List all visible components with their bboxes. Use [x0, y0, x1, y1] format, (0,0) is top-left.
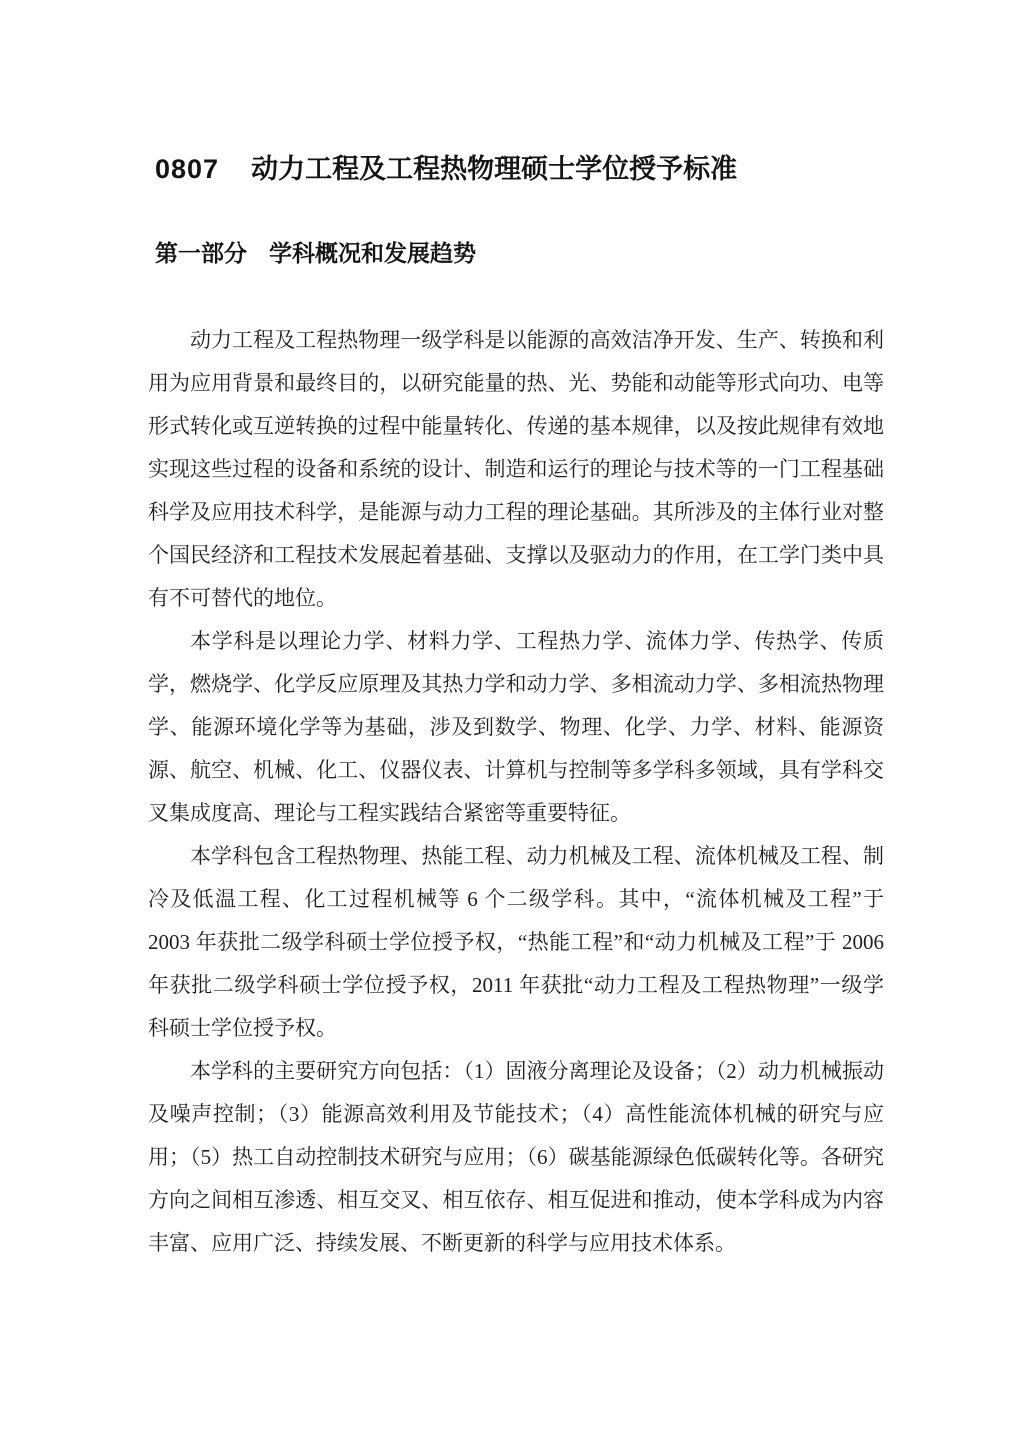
paragraph-subdisciplines-history: 本学科包含工程热物理、热能工程、动力机械及工程、流体机械及工程、制冷及低温工程、化工过程机械等 6 个二级学科。其中，“流体机械及工程”于 2003 年获批二级学科硕士学位授予权，“热能工程”和“动力机械及工程”于 2006 年获批二级学科硕士学位授予权，2011 年获批“动力工程及工程热物理”一级学科硕士学位授予权。 — [148, 844, 884, 1040]
paragraph-discipline-overview: 动力工程及工程热物理一级学科是以能源的高效洁净开发、生产、转换和利用为应用背景和最终目的，以研究能量的热、光、势能和动能等形式向功、电等形式转化或互逆转换的过程中能量转化、传递的基本规律，以及按此规律有效地实现这些过程的设备和系统的设计、制造和运行的理论与技术等的一门工程基础科学及应用技术科学，是能源与动力工程的理论基础。其所涉及的主体行业对整个国民经济和工程技术发展起着基础、支撑以及驱动力的作用，在工学门类中具有不可替代的地位。 — [148, 328, 884, 610]
document-body — [148, 319, 884, 1265]
paragraph-foundation-subjects: 本学科是以理论力学、材料力学、工程热力学、流体力学、传热学、传质学，燃烧学、化学反应原理及其热力学和动力学、多相流动力学、多相流热物理学、能源环境化学等为基础，涉及到数学、物理、化学、力学、材料、能源资源、航空、机械、化工、仪器仪表、计算机与控制等多学科多领域，具有学科交叉集成度高、理论与工程实践结合紧密等重要特征。 — [148, 629, 884, 825]
section-part-label: 第一部分 — [155, 240, 247, 266]
document-title — [155, 153, 884, 186]
paragraph-research-directions: 本学科的主要研究方向包括：（1）固液分离理论及设备；（2）动力机械振动及噪声控制；（3）能源高效利用及节能技术；（4）高性能流体机械的研究与应用；（5）热工自动控制技术研究与应用；（6）碳基能源绿色低碳转化等。各研究方向之间相互渗透、相互交叉、相互依存、相互促进和推动，使本学科成为内容丰富、应用广泛、持续发展、不断更新的科学与应用技术体系。 — [148, 1059, 884, 1255]
section-heading — [155, 239, 884, 267]
document-title-text: 动力工程及工程热物理硕士学位授予标准 — [251, 154, 738, 184]
section-title-text: 学科概况和发展趋势 — [269, 240, 476, 266]
document-title-code: 0807 — [155, 154, 220, 184]
